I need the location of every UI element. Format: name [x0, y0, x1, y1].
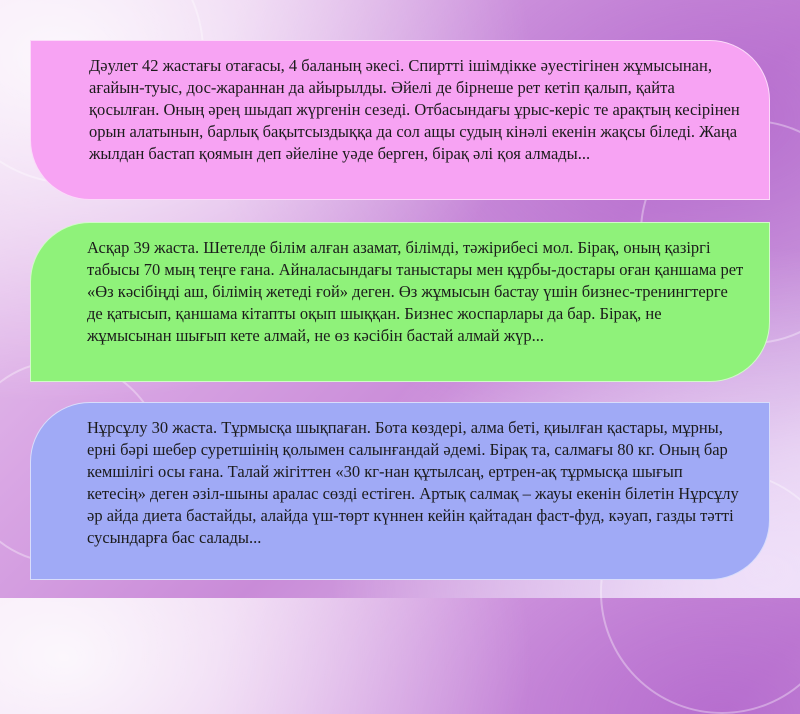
story-text-daulet: Дәулет 42 жастағы отағасы, 4 баланың әкесі. Спиртті ішімдікке әуестігінен жұмысынан, ағайын-туыс, дос-жараннан да айырылды. Әйелі де бірнеше рет кетіп қалып, қайта қосылған. Оның әрең шыдап жүргенін сезеді. Отбасындағы ұрыс-керіс те арақтың кесірінен орын алатынын, барлық бақытсыздыққа да сол ащы судың кінәлі екенін жақсы біледі. Жаңа жылдан бастап қоямын деп әйеліне уәде берген, бірақ әлі қоя алмады... [89, 56, 740, 163]
story-text-nursulu: Нұрсұлу 30 жаста. Тұрмысқа шықпаған. Бота көздері, алма беті, қиылған қастары, мұрны, ерні бәрі шебер суретшінің қолымен салынғандай әдемі. Бірақ та, салмағы 80 кг. Оның бар кемшілігі осы ғана. Талай жігіттен «30 кг-нан құтылсаң, ертрен-ақ тұрмысқа шығып кетесің» деген әзіл-шыны аралас сөзді естіген. Артық салмақ – жауы екенін білетін Нұрсұлу әр айда диета бастайды, алайда үш-төрт күннен кейін қайтадан фаст-фуд, кәуап, газды тәтті сусындарға бас салады... [87, 418, 739, 547]
story-card-daulet [30, 40, 770, 200]
story-card-askar [30, 222, 770, 382]
story-card-nursulu [30, 402, 770, 580]
story-text-askar: Асқар 39 жаста. Шетелде білім алған азамат, білімді, тәжірибесі мол. Бірақ, оның қазіргі табысы 70 мың теңге ғана. Айналасындағы таныстары мен құрбы-достары оған қаншама рет «Өз кәсібіңді аш, білімің жетеді ғой» деген. Өз жұмысын бастау үшін бизнес-тренингтерге де қатысып, қаншама кітапты оқып шыққан. Бизнес жоспарлары да бар. Бірақ, не жұмысынан шығып кете алмай, не өз кәсібін бастай алмай жүр... [87, 238, 744, 345]
